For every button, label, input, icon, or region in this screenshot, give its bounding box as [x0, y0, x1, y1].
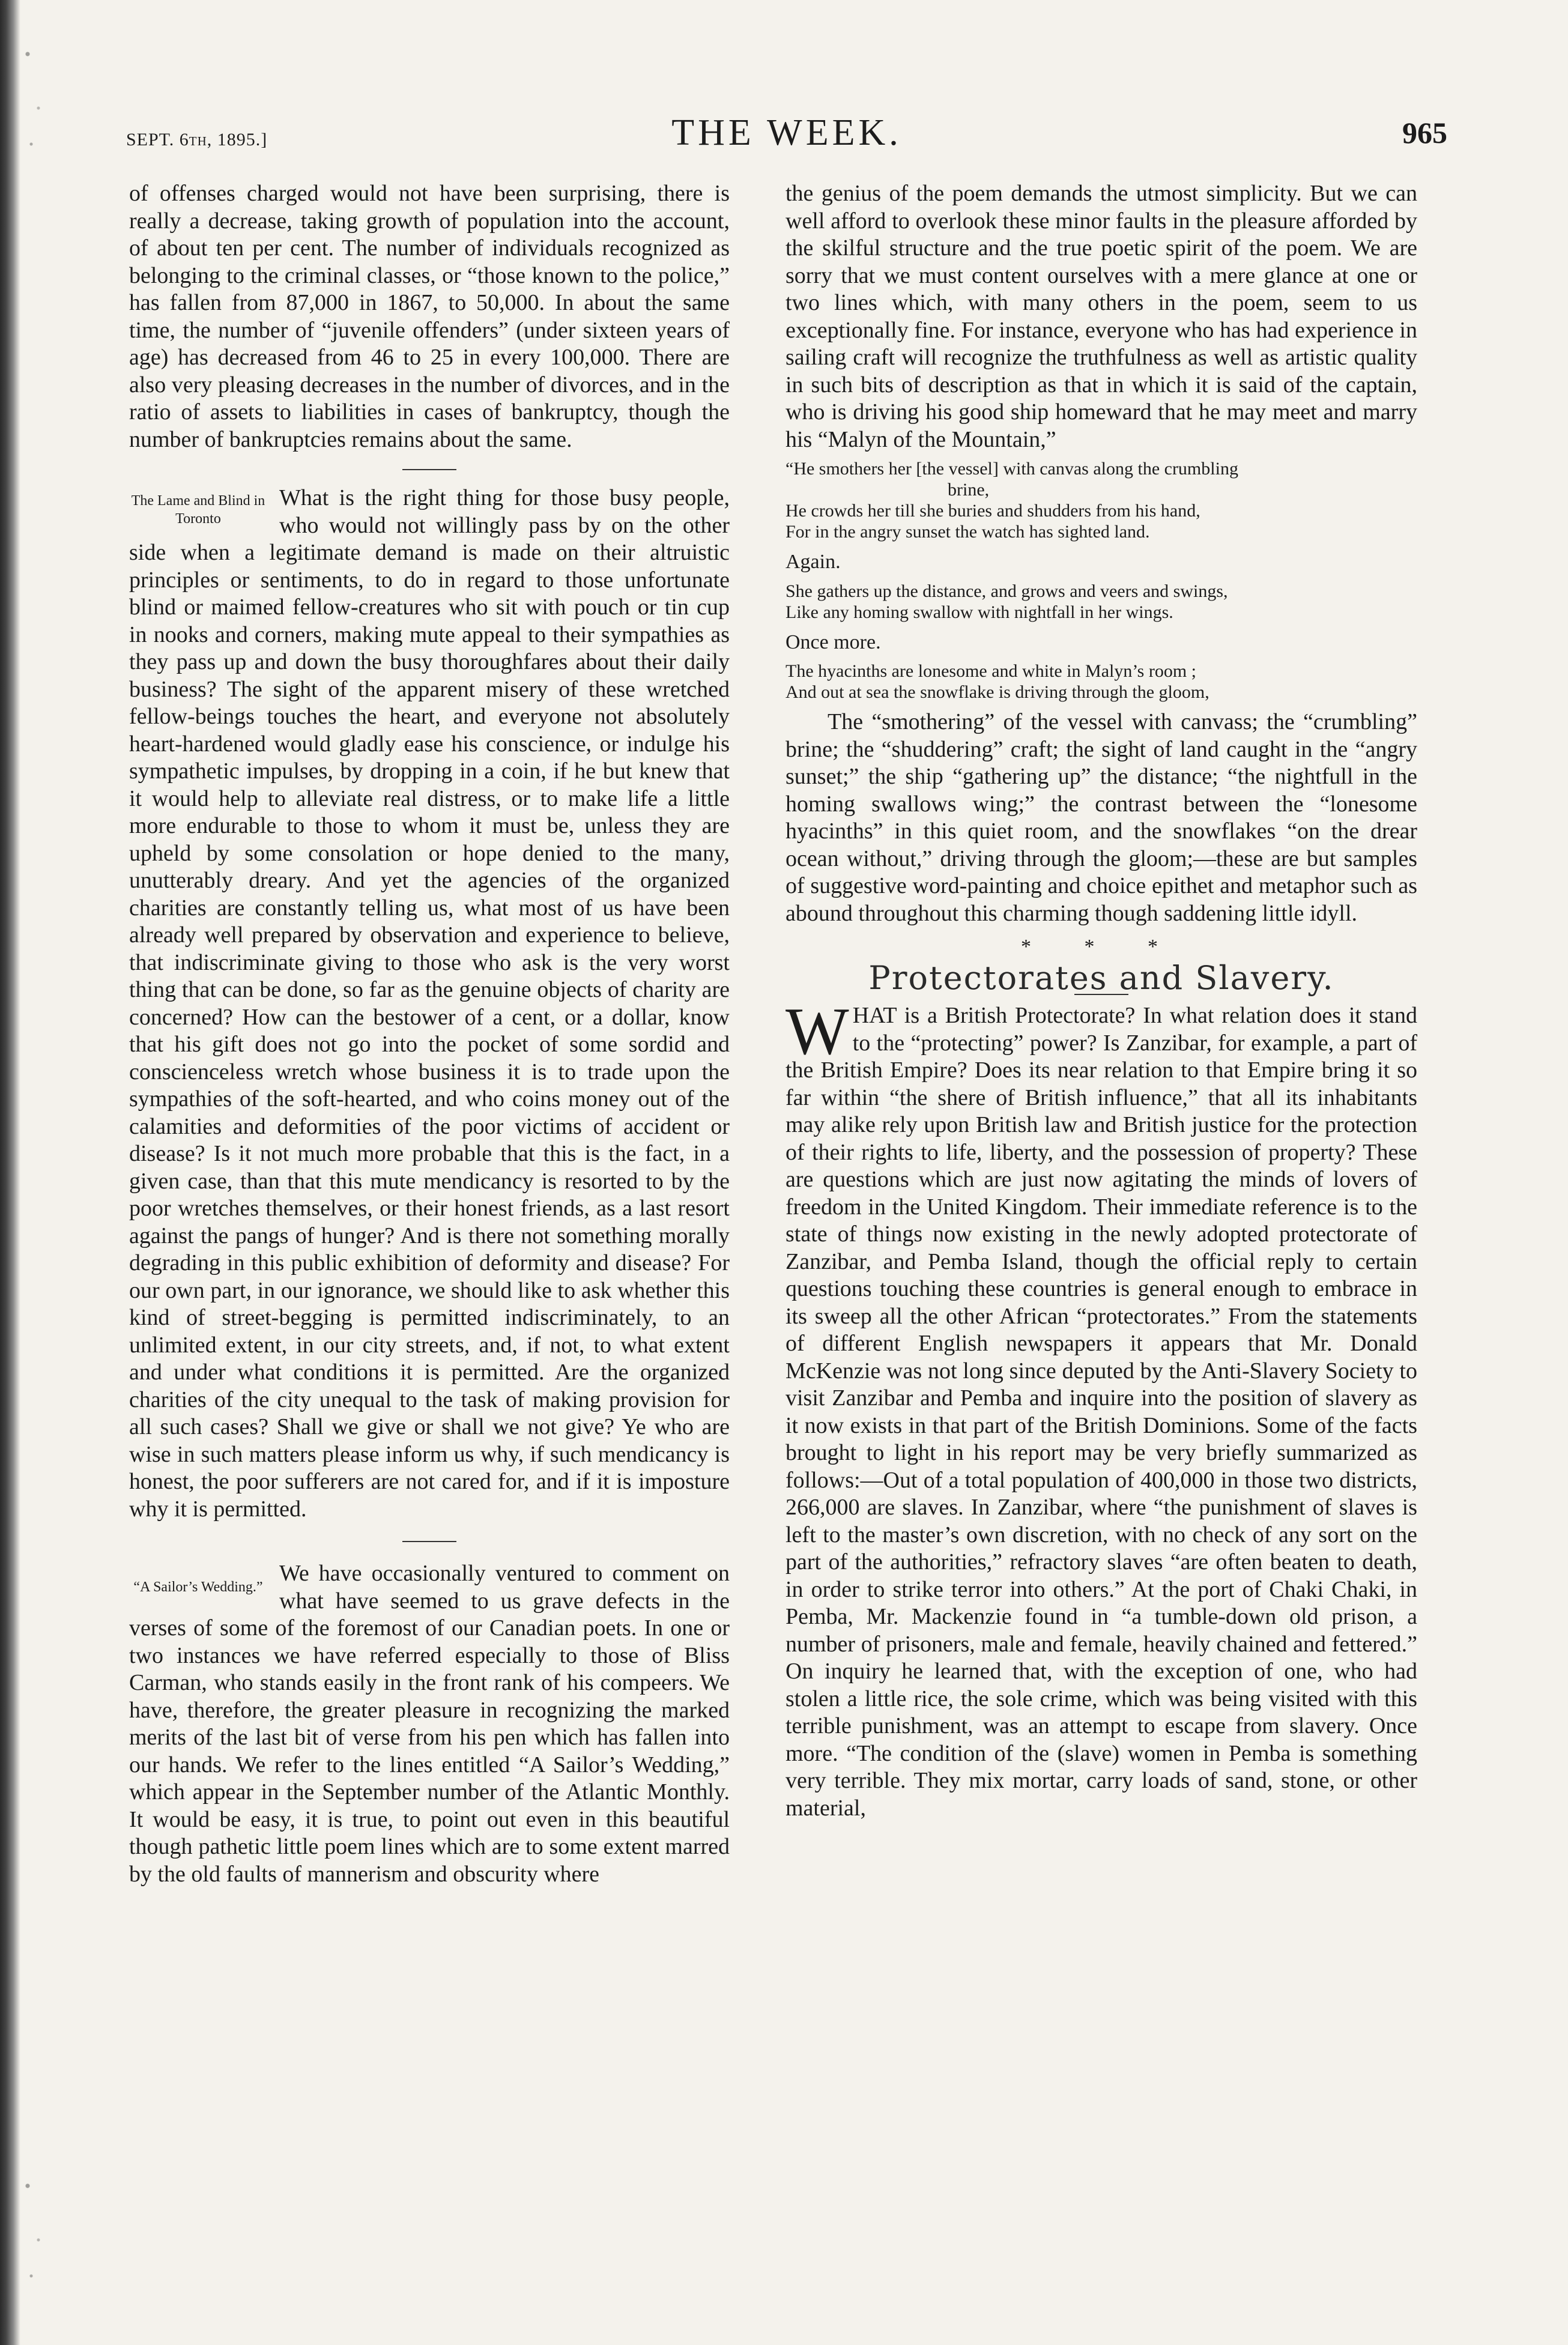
edge-speckle-top: [20, 0, 56, 180]
verse-line: brine,: [948, 480, 990, 500]
verse-line: Like any homing swallow with nightfall in her wings.: [786, 602, 1173, 622]
verse-quote-2: [786, 581, 1417, 623]
verse-quote-1: [786, 458, 1417, 542]
verse-line: And out at sea the snowflake is driving through the gloom,: [786, 682, 1209, 702]
section-asterism: * * *: [1021, 936, 1182, 958]
sailors-wedding-paragraph: We have occasionally ventured to comment on what have seemed to us grave defects in the verses of some of the foremost of our Canadian poets. In one or two instances we have referred especially to those of Bliss Carman, who stands easily in the front rank of his compeers. We have, therefore, the greater pleasure in recognizing the marked merits of the last bit of verse from his pen which has fallen into our hands. We refer to the lines entitled “A Sailor’s Wedding,” which appear in the September number of the Atlantic Monthly. It would be easy, it is true, to point out even in this beautiful though pathetic little poem lines which are to some extent marred by the old faults of mannerism and obscurity where: [129, 1561, 730, 1887]
verse-quote-3: [786, 661, 1417, 703]
issue-date: SEPT. 6th, 1895.]: [126, 130, 268, 150]
page-number: 965: [1402, 116, 1447, 150]
sidenote-sailors-wedding: “A Sailor’s Wedding.”: [133, 1579, 263, 1595]
connector-once-more: Once more.: [786, 631, 881, 653]
lame-and-blind-article: [129, 485, 730, 1523]
section-divider: [402, 1541, 456, 1542]
right-column: [786, 180, 1417, 1822]
connector-again: Again.: [786, 551, 841, 573]
left-column: [129, 180, 730, 1888]
verse-line: He crowds her till she buries and shudders from his hand,: [786, 501, 1200, 521]
protectorates-text: HAT is a British Protectorate? In what relation does it stand to the “protecting” power? Is Zanzibar, for example, a part of the British Empire? Does its near relation to that Empire bring it so far within “the shere of British influence,” that all its inhabitants may alike rely upon British law and British justice for the protection of their rights to life, liberty, and the possession of property? These are questions which are just now agitating the minds of lovers of freedom in the United Kingdom. Their immediate reference is to the state of things now existing in the newly adopted protectorate of Zanzibar, and Pemba Island, though the official reply to certain questions touching these countries is general enough to embrace in its sweep all the other African “protectorates.” From the statements of different English newspapers it appears that Mr. Donald McKenzie was not long since deputed by the Anti-Slavery Society to visit Zanzibar and Pemba and inquire into the position of slavery as it now exists in that part of the British Dominions. Some of the facts brought to light in his report may be very briefly summarized as follows:—Out of a total population of 400,000 in those two districts, 266,000 are slaves. In Zanzibar, where “the punishment of slaves is left to the master’s own discretion, with no check of any sort on the part of the authorities,” refractory slaves “are often beaten to death, in order to strike terror into others.” At the port of Chaki Chaki, in Pemba, Mr. Mackenzie found in “a tumble-down old prison, a number of prisoners, male and female, heavily chained and fettered.” On inquiry he learned that, with the exception of one, who had stolen a little rice, the sole crime, which was being visited with this terrible punishment, was an attempt to escape from slavery. Once more. “The condition of the (slave) women in Pemba is something very terrible. They mix mortar, carry loads of sand, stone, or other material,: [786, 1003, 1417, 1821]
sidenote-lame-and-blind: The Lame and Blind in Toronto: [131, 493, 265, 527]
verse-line: She gathers up the distance, and grows and veers and swings,: [786, 581, 1228, 601]
page-binding-edge: [0, 0, 20, 2345]
poem-analysis-paragraph: The “smothering” of the vessel with canvass; the “crumbling” brine; the “shuddering” craft; the sight of land caught in the “angry sunset;” the ship “gathering up” the distance; “the nightfull in the homing swallows wing;” the contrast between the “lonesome hyacinths” in this quiet room, and the snowflakes “on the drear ocean without,” driving through the gloom;—these are but samples of suggestive word-painting and choice epithet and metaphor such as abound throughout this charming though saddening little idyll.: [786, 709, 1417, 926]
section-divider: [402, 469, 456, 470]
verse-line: For in the angry sunset the watch has sighted land.: [786, 522, 1150, 542]
edge-speckle-bottom: [20, 2132, 56, 2312]
sailors-wedding-article: [129, 1560, 730, 1888]
protectorates-paragraph: [786, 994, 1417, 1822]
article-title: Protectorates and Slavery.: [868, 958, 1334, 997]
poem-review-paragraph: the genius of the poem demands the utmost simplicity. But we can well afford to overlook these minor faults in the pleasure afforded by the skilful structure and the true poetic spirit of the poem. We are sorry that we must content ourselves with a mere glance at one or two lines which, with many others in the poem, seem to us exceptionally fine. For instance, everyone who has had experience in sailing craft will recognize the truthfulness as well as artistic quality in such bits of description as that in which it is said of the captain, who is driving his good ship homeward that he may meet and marry his “Malyn of the Mountain,”: [786, 181, 1417, 452]
publication-title: THE WEEK.: [671, 112, 902, 153]
page-header: [126, 112, 1447, 160]
verse-line: “He smothers her [the vessel] with canvas along the crumbling: [786, 459, 1238, 479]
lame-and-blind-paragraph: What is the right thing for those busy people, who would not willingly pass by on the other side when a legitimate demand is made on their altruistic principles or sentiments, to do in regard to those unfortunate blind or maimed fellow-creatures who sit with pouch or tin cup in nooks and corners, making mute appeal to their sympathies as they pass up and down the busy thoroughfares about their daily business? The sight of the apparent misery of these wretched fellow-beings touches the heart, and everyone not absolutely heart-hardened would gladly ease his conscience, or indulge his sympathetic impulses, by dropping in a coin, if he but knew that it would help to alleviate real distress, or to make life a little more endurable to those to whom it must be, unless they are upheld by some consolation or hope denied to the many, unutterably dreary. And yet the agencies of the organized charities are constantly telling us, what most of us have been already well prepared by observation and experience to believe, that indiscriminate giving to those who ask is the very worst thing that can be done, so far as the genuine objects of charity are concerned? How can the bestower of a cent, or a dollar, know that his gift does not go into the pocket of some sordid and conscienceless wretch whose business it is to trade upon the sympathies of the soft-hearted, and who coins money out of the calamities and deformities of the poor victims of accident or disease? Is it not much more probable that this is the fact, in a given case, than that this mute mendicancy is resorted to by the poor wretches themselves, or their honest friends, as a last resort against the pangs of hunger? And is there not something morally degrading in this public exhibition of deformity and disease? For our own part, in our ignorance, we should like to ask whether this kind of street-begging is permitted indiscriminately, to an unlimited extent, in our city streets, and, if not, to what extent and under what conditions it is permitted. Are the organized charities of the city unequal to the task of making provision for all such cases? Shall we give or shall we not give? Ye who are wise in such matters please inform us why, if such mendicancy is honest, the poor sufferers are not cared for, and if it is imposture why it is permitted.: [129, 485, 730, 1522]
drop-cap: W: [786, 994, 849, 1069]
crime-statistics-paragraph: of offenses charged would not have been surprising, there is really a decrease, taking growth of population into the account, of about ten per cent. The number of individuals recognized as belonging to the criminal classes, or “those known to the police,” has fallen from 87,000 in 1867, to 50,000. In about the same time, the number of “juvenile offenders” (under sixteen years of age) has decreased from 46 to 25 in every 100,000. There are also very pleasing decreases in the number of divorces, and in the ratio of assets to liabilities in cases of bankruptcy, though the number of bankruptcies remains about the same.: [129, 181, 730, 452]
verse-line: The hyacinths are lonesome and white in Malyn’s room ;: [786, 661, 1197, 681]
